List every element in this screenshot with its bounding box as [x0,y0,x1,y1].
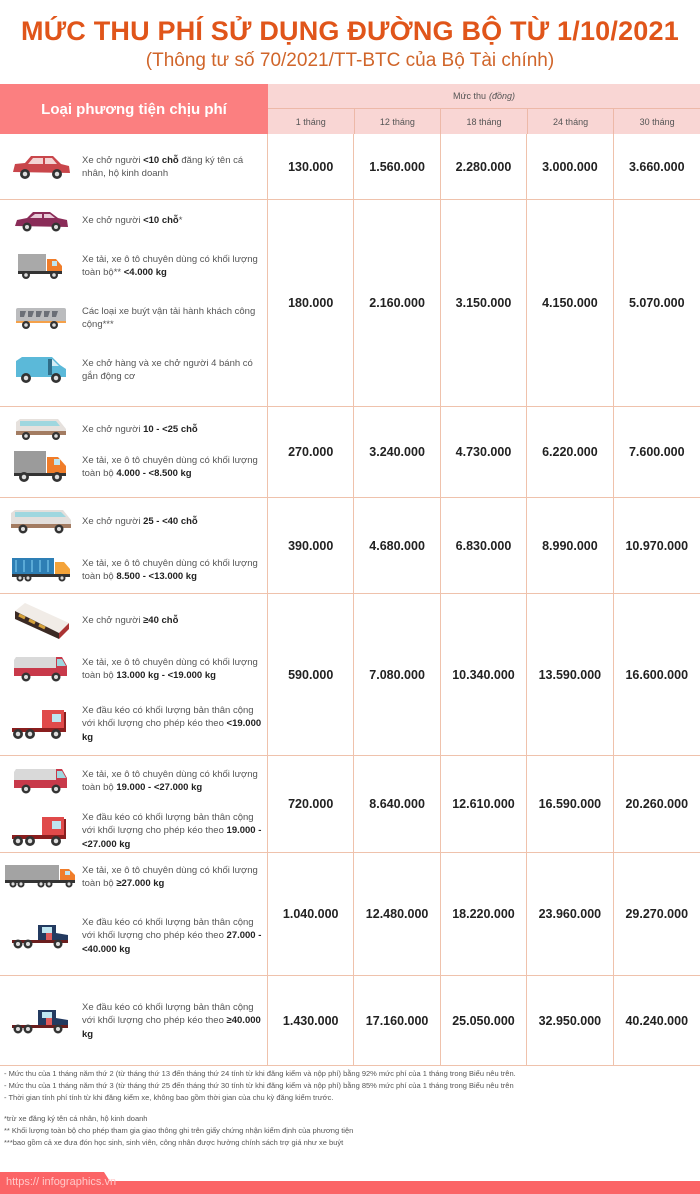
footnote: ** Khối lượng toàn bộ cho phép tham gia giao thông ghi trên giấy chứng nhận kiểm định của phương tiện [4,1126,354,1135]
fee-cell: 18.220.000 [441,853,527,975]
fee-cell: 180.000 [268,200,354,406]
table-row [0,976,700,1066]
footnote: ***bao gồm cả xe đưa đón học sinh, sinh viên, công nhân được hưởng chính sách trợ giá như xe buýt [4,1138,344,1147]
vehicle-cell [0,976,268,1065]
note-line: - Thời gian tính phí tính từ khi đăng kiểm xe, không bao gồm thời gian của chu kỳ đăng kiểm trước. [4,1093,334,1102]
vehicle-description: Xe đầu kéo có khối lượng bản thân cộng với khối lượng cho phép kéo theo 27.000 - <40.000 kg [82,916,262,955]
fee-cell: 2.280.000 [441,134,527,199]
footnote: *trừ xe đăng ký tên cá nhân, hộ kinh doanh [4,1114,148,1123]
vehicle-description: Xe tải, xe ô tô chuyên dùng có khối lượng toàn bộ ≥27.000 kg [82,864,258,889]
column-header-24-months: 24 tháng [528,109,615,134]
vehicle-description: Xe tải, xe ô tô chuyên dùng có khối lượng toàn bộ 13.000 kg - <19.000 kg [82,656,258,681]
fee-header-label: Mức thu [452,91,487,101]
fee-header [268,84,700,109]
navy-tractor-icon [0,1006,82,1036]
table-row [0,853,700,976]
vehicle-cell [0,134,268,199]
fee-cell: 3.150.000 [441,200,527,406]
fee-cell: 17.160.000 [354,976,440,1065]
vehicle-cell [0,594,268,755]
notes-section [4,1068,694,1149]
fee-cell: 3.000.000 [527,134,613,199]
fee-cell: 12.480.000 [354,853,440,975]
fee-cell: 1.430.000 [268,976,354,1065]
vehicle-item [0,147,268,187]
vehicle-description: Xe tải, xe ô tô chuyên dùng có khối lượng toàn bộ 8.500 - <13.000 kg [82,557,258,582]
city-bus-icon [0,305,82,331]
fee-cell: 2.160.000 [354,200,440,406]
blue-van-icon [0,355,82,385]
fee-values [268,134,700,199]
fee-cell: 16.600.000 [625,667,689,682]
table-row [0,407,700,498]
vehicle-description: Xe chở người 10 - <25 chỗ [82,424,198,436]
table-body [0,134,700,1066]
red-suv-icon [0,152,82,182]
fee-cell: 25.050.000 [441,976,527,1065]
fee-cell: 23.960.000 [527,853,613,975]
vehicle-cell [0,853,268,975]
fee-cell: 12.610.000 [441,756,527,852]
vehicle-item [0,298,268,338]
fee-values [268,407,700,497]
red-box-truck-icon [0,766,82,796]
fee-values [268,976,700,1065]
vehicle-item [0,761,268,801]
fee-cell: 130.000 [268,134,354,199]
vehicle-cell [0,756,268,852]
fee-cell: 32.950.000 [527,976,613,1065]
fee-table [0,84,700,1066]
fee-cell: 720.000 [268,756,354,852]
vehicle-item [0,447,268,487]
column-header-30-months: 30 tháng [639,116,675,127]
footer-bar [0,1170,700,1194]
fee-cell: 3.660.000 [628,159,685,174]
red-box-truck-icon [0,654,82,684]
vehicle-item [0,502,268,542]
column-header-18-months: 18 tháng [441,109,528,134]
vehicle-cell [0,200,268,406]
vehicle-description: Xe đầu kéo có khối lượng bản thân cộng với khối lượng cho phép kéo theo <19.000 kg [82,704,262,743]
vehicle-item [0,550,268,590]
vehicle-item [0,601,268,641]
page-title: MỨC THU PHÍ SỬ DỤNG ĐƯỜNG BỘ TỪ 1/10/2021 [21,16,679,46]
vehicle-description: Xe đầu kéo có khối lượng bản thân cộng với khối lượng cho phép kéo theo ≥40.000 kg [82,1001,261,1040]
fee-cell: 7.080.000 [354,594,440,755]
fee-cell: 20.260.000 [625,797,689,811]
fee-cell: 390.000 [268,498,354,593]
vehicle-description: Xe chở hàng và xe chở người 4 bánh có gắn động cơ [82,357,253,382]
vehicle-column-header: Loại phương tiện chịu phí [0,84,268,134]
navy-tractor-icon [0,921,82,951]
period-columns [268,109,700,134]
coach-icon [0,508,82,536]
vehicle-item [0,649,268,689]
vehicle-description: Xe chở người <10 chỗ đăng ký tên cá nhân, hộ kinh doanh [82,154,244,179]
vehicle-item [0,811,268,851]
vehicle-description: Xe tải, xe ô tô chuyên dùng có khối lượng toàn bộ 4.000 - <8.500 kg [82,454,258,479]
vehicle-description: Xe chở người 25 - <40 chỗ [82,516,198,528]
fee-cell: 8.640.000 [354,756,440,852]
fee-cell: 5.070.000 [628,296,685,310]
vehicle-cell [0,498,268,593]
vehicle-description: Xe đầu kéo có khối lượng bản thân cộng với khối lượng cho phép kéo theo 19.000 - <27.000 kg [82,811,262,850]
fee-values [268,756,700,852]
fee-cell: 13.590.000 [527,594,613,755]
note-line: - Mức thu của 1 tháng năm thứ 2 (từ tháng thứ 13 đến tháng thứ 24 tính từ khi đăng kiểm và nộp phí) bằng 92% mức phí của 1 tháng trong Biểu nêu trên. [4,1069,516,1078]
minibus-icon [0,417,82,443]
column-header-12-months: 12 tháng [355,109,442,134]
fee-cell: 1.560.000 [354,134,440,199]
page-subtitle: (Thông tư số 70/2021/TT-BTC của Bộ Tài chính) [145,50,555,71]
vehicle-description: Xe tải, xe ô tô chuyên dùng có khối lượng toàn bộ** <4.000 kg [82,253,258,278]
vehicle-item [0,857,268,897]
fee-values [268,594,700,755]
fee-cell: 6.830.000 [441,498,527,593]
purple-car-icon [0,209,82,233]
vehicle-item [0,201,268,241]
fee-values [268,498,700,593]
fee-cell: 16.590.000 [527,756,613,852]
fee-cell: 270.000 [268,407,354,497]
table-row [0,134,700,200]
table-row [0,594,700,756]
medium-truck-icon [0,449,82,485]
vehicle-description: Xe chở người ≥40 chỗ [82,615,179,627]
fee-cell: 6.220.000 [527,407,613,497]
vehicle-item [0,410,268,450]
column-header-1-month: 1 tháng [268,109,355,134]
fee-header-group [268,84,700,134]
table-header [0,84,700,134]
fee-cell: 10.970.000 [625,538,689,553]
fee-values [268,200,700,406]
fee-values [268,853,700,975]
vehicle-description: Xe tải, xe ô tô chuyên dùng có khối lượng toàn bộ 19.000 - <27.000 kg [82,768,258,793]
vehicle-description: Các loại xe buýt vận tải hành khách công cộng*** [82,305,256,330]
table-row [0,200,700,407]
table-row [0,498,700,594]
fee-cell: 7.600.000 [628,445,685,459]
note-line: - Mức thu của 1 tháng năm thứ 3 (từ tháng thứ 25 đến tháng thứ 30 tính từ khi đăng kiểm và nộp phí) bằng 85% mức phí của 1 tháng trong Biểu nêu trên [4,1081,514,1090]
fee-cell: 8.990.000 [527,498,613,593]
fee-cell: 40.240.000 [625,1013,689,1028]
fee-cell: 590.000 [268,594,354,755]
vehicle-item [0,246,268,286]
fee-cell: 4.730.000 [441,407,527,497]
table-row [0,756,700,853]
fee-unit-label: (đồng) [489,91,516,101]
fee-cell: 4.150.000 [527,200,613,406]
fee-cell: 1.040.000 [268,853,354,975]
red-tractor-icon [0,706,82,742]
large-bus-icon [0,601,82,641]
vehicle-item [0,350,268,390]
fee-cell: 4.680.000 [354,498,440,593]
red-tractor-icon [0,813,82,849]
vehicle-item [0,704,268,744]
long-truck-icon [0,862,82,892]
vehicle-cell [0,407,268,497]
fee-cell: 29.270.000 [625,907,689,921]
vehicle-description: Xe chở người <10 chỗ* [82,215,183,227]
vehicle-item [0,1001,268,1041]
vehicle-item [0,916,268,956]
small-truck-icon [0,251,82,281]
footer-url[interactable]: https:// infographics.vn [6,1176,117,1188]
fee-cell: 3.240.000 [354,407,440,497]
fee-cell: 10.340.000 [441,594,527,755]
cargo-truck-icon [0,556,82,584]
